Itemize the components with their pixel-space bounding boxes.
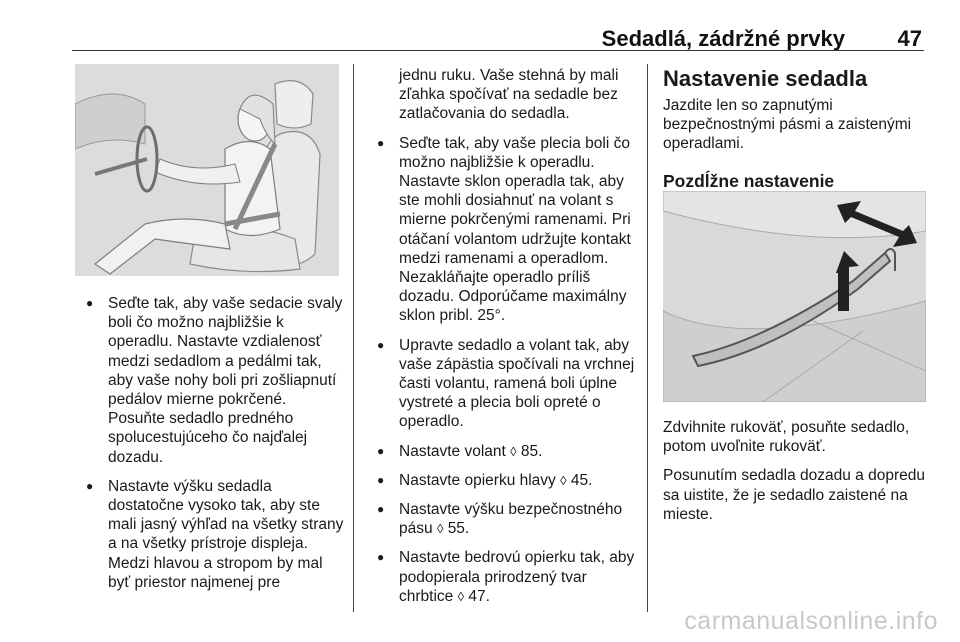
right-column: [663, 66, 931, 192]
column-divider-left: [353, 64, 354, 612]
page-ref-number: 85.: [520, 442, 543, 460]
middle-column: [374, 66, 636, 616]
page-ref-icon: ◊: [510, 443, 517, 459]
list-item: [374, 548, 636, 606]
header-rule: [72, 50, 924, 51]
page-ref-number: 55.: [447, 520, 470, 538]
page-number: 47: [897, 26, 922, 51]
left-column: [83, 294, 345, 602]
list-item: [374, 500, 636, 538]
list-item: ● Upravte sedadlo a volant tak, aby vaše zápästia spočívali na vrchnej časti volantu, ramená boli úplne vystreté a plecia boli opreté o operadlo.: [374, 336, 636, 432]
watermark: carmanualsonline.info: [684, 607, 938, 635]
intro-paragraph: Jazdite len so zapnutými bezpečnostnými pásmi a zaistenými operadlami.: [663, 97, 912, 153]
page-ref-icon: ◊: [457, 588, 465, 604]
list-item-text: Nastavte volant: [399, 442, 506, 460]
list-item: ● Seďte tak, aby vaše plecia boli čo možno najbližšie k operadlu. Nastavte sklon operadla tak, aby ste mohli dosiahnuť na volant s mierne pokrčenými ramenami. Pri otáčaní volantom udržujte kontakt medzi ramenami a operadlom. Nezakláňajte operadlo príliš dozadu. Odporúčame maximálny sklon pribl. 25°.: [374, 134, 636, 326]
right-column-lower: [663, 418, 931, 534]
list-item: ● Nastavte výšku sedadla dostatočne vysoko tak, aby ste mali jasný výhľad na všetky strany a na všetky prístroje displeja. Medzi hlavou a stropom by mal byť priestor najmenej pre: [83, 477, 345, 592]
section-title: Nastavenie sedadla: [663, 66, 868, 91]
driver-seated-illustration-icon: [75, 64, 339, 276]
continuation-text: jednu ruku. Vaše stehná by mali zľahka spočívať na sedadle bez zatlačovania do sedadla.: [399, 67, 619, 123]
page-ref-icon: ◊: [436, 521, 444, 537]
list-item-text: Nastavte opierku hlavy: [399, 471, 556, 489]
subsection-title: Pozdĺžne nastavenie: [663, 170, 835, 191]
column-divider-right: [647, 64, 648, 612]
list-item: [374, 471, 636, 490]
list-item-text: Nastavte výšku bezpečnostného pásu: [399, 501, 623, 538]
page-header-title: Sedadlá, zádržné prvky: [601, 26, 845, 51]
instruction-paragraph: Zdvihnite rukoväť, posuňte sedadlo, potom uvoľnite rukoväť.: [663, 419, 910, 456]
page-ref-icon: ◊: [560, 472, 567, 488]
list-item: ● Seďte tak, aby vaše sedacie svaly boli čo možno najbližšie k operadlu. Nastavte vzdialenosť medzi sedadlom a pedálmi tak, aby vaše nohy boli pri zošliapnutí pedálov mierne pokrčené. Posuňte sedadlo predného spolucestujúceho čo najďalej dozadu.: [83, 294, 345, 467]
page-ref-number: 47.: [468, 587, 490, 605]
seat-lever-illustration-icon: [663, 191, 926, 402]
page-ref-number: 45.: [570, 471, 593, 489]
list-item-text: Nastavte bedrovú opierku tak, aby podopierala prirodzený tvar chrbtice: [399, 549, 635, 605]
list-item: [374, 442, 636, 461]
instruction-paragraph: Posunutím sedadla dozadu a dopredu sa uistite, že je sedadlo zaistené na mieste.: [663, 467, 925, 523]
